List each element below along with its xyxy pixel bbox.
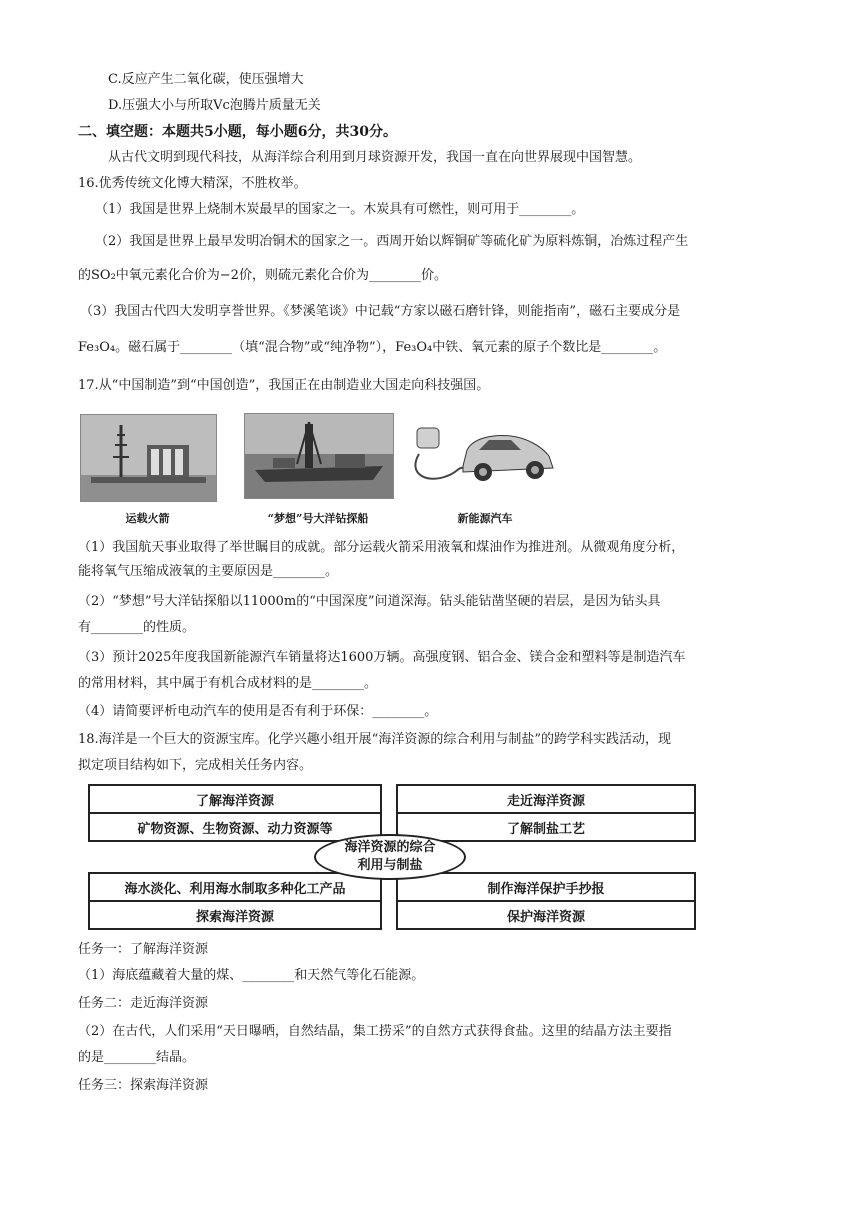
diagram-bl-sub: 海水淡化、利用海水制取多种化工产品 — [88, 872, 382, 902]
question-17-1b: 能将氧气压缩成液氧的主要原因是________。 — [78, 564, 339, 579]
question-17: 17.从“中国制造”到“中国创造”，我国正在由制造业大国走向科技强国。 — [78, 378, 490, 393]
question-16-3b: Fe₃O₄。磁石属于________（填“混合物”或“纯净物”），Fe₃O₄中铁、氧元素的原子个数比是________。 — [78, 340, 667, 355]
question-16-2b: 的SO₂中氧元素化合价为−2价，则硫元素化合价为________价。 — [78, 268, 447, 283]
diagram-center-line-2: 利用与制盐 — [357, 858, 423, 873]
new-energy-car-photo — [406, 413, 560, 499]
diagram-tl-sub: 矿物资源、生物资源、动力资源等 — [88, 812, 382, 842]
question-16-2a: （2）我国是世界上最早发明冶铜术的国家之一。西周开始以辉铜矿等硫化矿为原料炼铜，冶炼过程产生 — [95, 234, 689, 249]
task-1-question: （1）海底蕴藏着大量的煤、________和天然气等化石能源。 — [78, 968, 425, 983]
ship-caption: “梦想”号大洋钻探船 — [267, 512, 369, 525]
diagram-center-hub — [314, 834, 466, 880]
diagram-bl-title: 探索海洋资源 — [88, 900, 382, 930]
question-16-3a: （3）我国古代四大发明享誉世界。《梦溪笔谈》中记载“方家以磁石磨针锋，则能指南”，磁石主要成分是 — [80, 304, 681, 319]
intro-paragraph: 从古代文明到现代科技，从海洋综合利用到月球资源开发，我国一直在向世界展现中国智慧。 — [108, 150, 642, 165]
question-17-4: （4）请简要评析电动汽车的使用是否有利于环保：________。 — [78, 704, 438, 719]
diagram-br-sub: 制作海洋保护手抄报 — [396, 872, 696, 902]
task-2-question-b: 的是________结晶。 — [78, 1050, 196, 1065]
option-c: C.反应产生二氧化碳，使压强增大 — [108, 72, 304, 87]
question-16-1: （1）我国是世界上烧制木炭最早的国家之一。木炭具有可燃性，则可用于________。 — [95, 202, 585, 217]
task-1-heading: 任务一：了解海洋资源 — [78, 942, 209, 957]
question-17-1a: （1）我国航天事业取得了举世瞩目的成就。部分运载火箭采用液氧和煤油作为推进剂。从微观角度分析， — [78, 540, 685, 555]
question-16: 16.优秀传统文化博大精深，不胜枚举。 — [78, 176, 307, 191]
task-3-heading: 任务三：探索海洋资源 — [78, 1078, 209, 1093]
diagram-tl-title: 了解海洋资源 — [88, 784, 382, 814]
car-caption: 新能源汽车 — [457, 512, 513, 525]
diagram-tr-title: 走近海洋资源 — [396, 784, 696, 814]
rocket-caption: 运载火箭 — [125, 512, 170, 525]
task-2-heading: 任务二：走近海洋资源 — [78, 996, 209, 1011]
question-17-3b: 的常用材料，其中属于有机合成材料的是________。 — [78, 676, 378, 691]
project-structure-diagram — [88, 784, 694, 930]
drilling-ship-photo — [244, 413, 394, 499]
diagram-tr-sub: 了解制盐工艺 — [396, 812, 696, 842]
task-2-question-a: （2）在古代，人们采用“天日曝晒，自然结晶，集工捞采”的自然方式获得食盐。这里的结晶方法主要指 — [78, 1024, 672, 1039]
diagram-center-line-1: 海洋资源的综合 — [344, 840, 436, 855]
question-17-2a: （2）“梦想”号大洋钻探船以11000m的“中国深度”问道深海。钻头能钻凿坚硬的岩层，是因为钻头具 — [78, 594, 661, 609]
question-18b: 拟定项目结构如下，完成相关任务内容。 — [78, 758, 313, 773]
question-17-2b: 有________的性质。 — [78, 620, 196, 635]
question-17-3a: （3）预计2025年度我国新能源汽车销量将达1600万辆。高强度钢、铝合金、镁合金和塑料等是制造汽车 — [78, 650, 686, 665]
question-18a: 18.海洋是一个巨大的资源宝库。化学兴趣小组开展“海洋资源的综合利用与制盐”的跨学科实践活动，现 — [78, 732, 671, 747]
option-d: D.压强大小与所取Vc泡腾片质量无关 — [108, 98, 321, 113]
diagram-br-title: 保护海洋资源 — [396, 900, 696, 930]
section-heading: 二、填空题：本题共5小题，每小题6分，共30分。 — [78, 124, 397, 140]
rocket-photo — [80, 414, 217, 502]
